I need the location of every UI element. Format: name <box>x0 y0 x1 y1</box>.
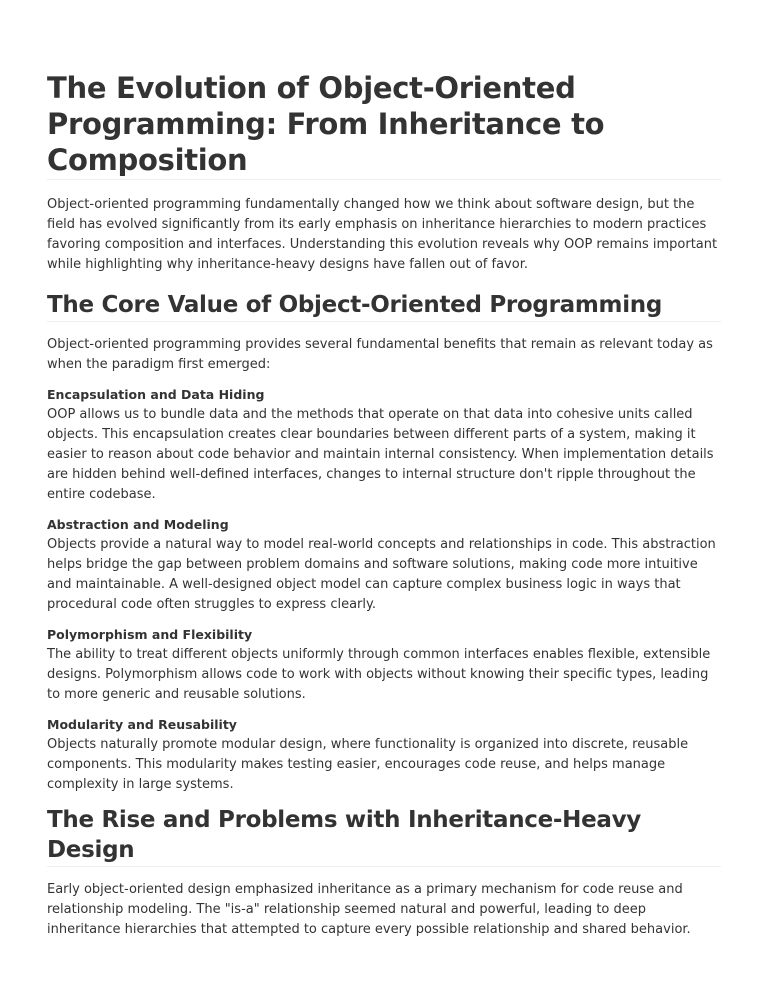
document-title: The Evolution of Object-Oriented Programming: From Inheritance to Composition <box>47 0 721 180</box>
section-intro-core-value: Object-oriented programming provides several fundamental benefits that remain as relevant today as when the paradigm first emerged: <box>47 337 713 372</box>
item-title: Modularity and Reusability <box>47 717 237 732</box>
list-item-encapsulation <box>47 385 721 505</box>
item-title: Encapsulation and Data Hiding <box>47 387 265 402</box>
item-body: OOP allows us to bundle data and the methods that operate on that data into cohesive units called objects. This encapsulation creates clear boundaries between different parts of a system, making it easier to reason about code behavior and maintain internal consistency. When implementation details are hidden behind well-defined interfaces, changes to internal structure don't ripple throughout the entire codebase. <box>47 407 714 502</box>
section-heading-core-value: The Core Value of Object-Oriented Programming <box>47 290 721 322</box>
item-title: Polymorphism and Flexibility <box>47 627 253 642</box>
item-body: Objects naturally promote modular design, where functionality is organized into discrete, reusable components. This modularity makes testing easier, encourages code reuse, and helps manage complexity in large systems. <box>47 737 689 792</box>
list-item-polymorphism <box>47 625 721 705</box>
list-item-abstraction <box>47 515 721 615</box>
section-intro-inheritance: Early object-oriented design emphasized inheritance as a primary mechanism for code reuse and relationship modeling. The "is-a" relationship seemed natural and powerful, leading to deep inheritance hierarchies that attempted to capture every possible relationship and shared behavior. <box>47 882 691 937</box>
item-body: The ability to treat different objects uniformly through common interfaces enables flexible, extensible designs. Polymorphism allows code to work with objects without knowing their specific types, leading to more generic and reusable solutions. <box>47 647 711 702</box>
section-heading-inheritance: The Rise and Problems with Inheritance-Heavy Design <box>47 805 721 867</box>
list-item-modularity <box>47 715 721 795</box>
item-body: Objects provide a natural way to model real-world concepts and relationships in code. This abstraction helps bridge the gap between problem domains and software solutions, making code more intuitive and maintainable. A well-designed object model can capture complex business logic in ways that procedural code often struggles to express clearly. <box>47 537 716 612</box>
intro-paragraph: Object-oriented programming fundamentally changed how we think about software design, but the field has evolved significantly from its early emphasis on inheritance hierarchies to modern practices favoring composition and interfaces. Understanding this evolution reveals why OOP remains important while highlighting why inheritance-heavy designs have fallen out of favor. <box>47 197 718 272</box>
item-title: Abstraction and Modeling <box>47 517 229 532</box>
